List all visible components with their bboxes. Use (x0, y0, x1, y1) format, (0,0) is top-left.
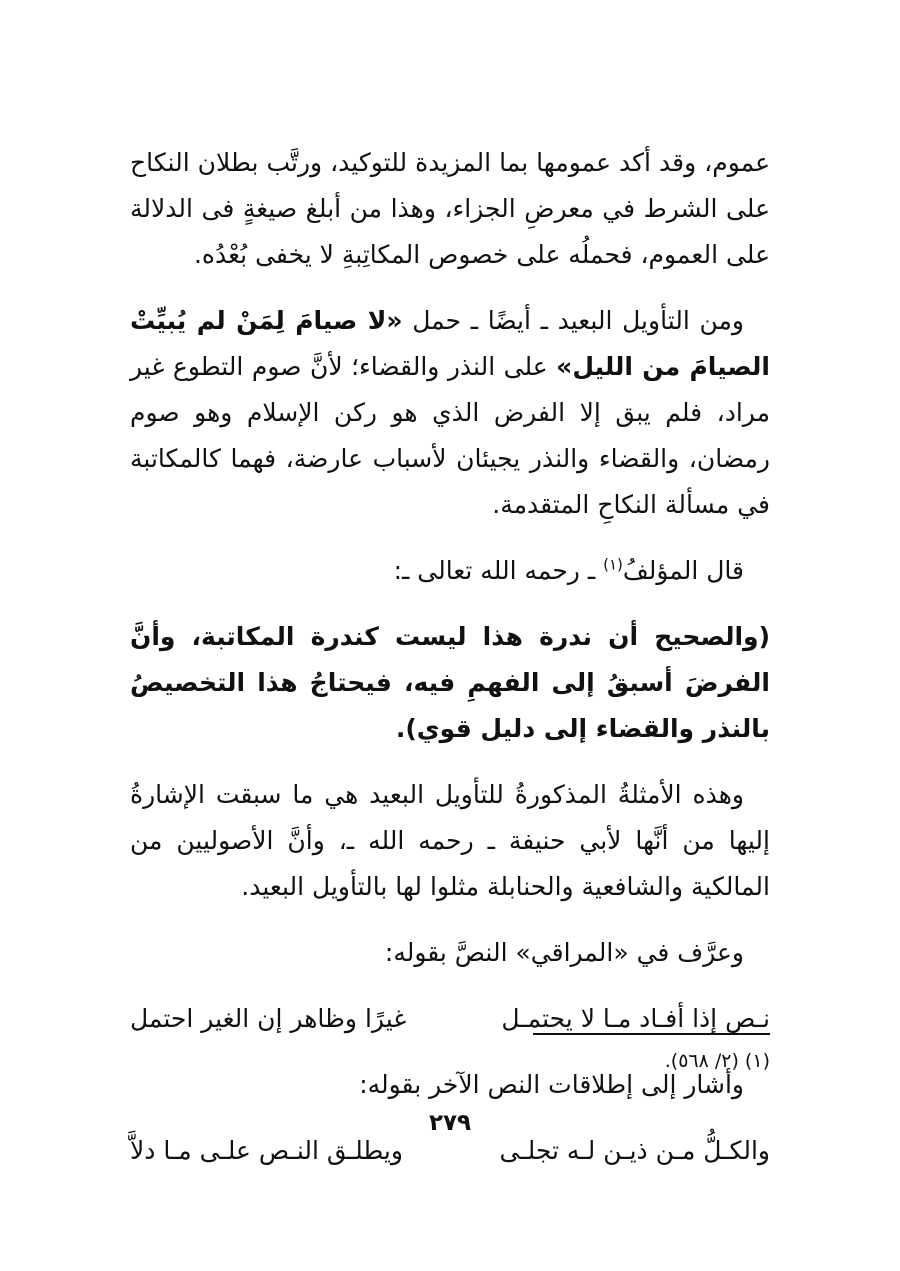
footnote-marker: (١) (603, 555, 623, 574)
page-number: ٢٧٩ (428, 1110, 472, 1136)
author-said: قال المؤلفُ (622, 556, 744, 585)
paragraph-1-text: عموم، وقد أكد عمومها بما المزيدة للتوكيد، ورتَّب بطلان النكاح على الشرط في معرضِ الجزاء، وهذا من أبلغ صيغةٍ فى الدلالة على العموم، فحملُه على خصوص المكاتِبةِ لا يخفى بُعْدُه. (130, 148, 770, 269)
paragraph-2 (130, 298, 770, 528)
author-quote-text: (والصحيح أن ندرة هذا ليست كندرة المكاتبة، وأنَّ الفرضَ أسبقُ إلى الفهمِ فيه، فيحتاجُ هذا التخصيصُ بالنذر والقضاء إلى دليل قوي). (130, 622, 770, 743)
paragraph-2-rest: على النذر والقضاء؛ لأنَّ صوم التطوع غير مراد، فلم يبق إلا الفرض الذي هو ركن الإسلام وهو صوم رمضان، والقضاء والنذر يجيئان لأسباب عارضة، فهما كالمكاتبة في مسألة النكاحِ المتقدمة. (130, 352, 770, 519)
page-body (130, 140, 770, 1194)
footnote-divider (533, 1033, 770, 1035)
footnote-text: (١) (٢/ ٥٦٨). (664, 1050, 770, 1072)
verse-1-second-hemistich: غيرًا وظاهر إن الغير احتمل (130, 1004, 407, 1033)
verse-2-first-hemistich: والكـلُّ مـن ذيـن لـه تجلـى (499, 1136, 770, 1165)
paragraph-5-text: وهذه الأمثلةُ المذكورةُ للتأويل البعيد هي ما سبقت الإشارةُ إليها من أنَّها لأبي حنيفة ـ رحمه الله ـ، وأنَّ الأصوليين من المالكية والشافعية والحنابلة مثلوا لها بالتأويل البعيد. (130, 780, 770, 901)
paragraph-6 (130, 930, 770, 976)
verse-2-second-hemistich: ويطلـق النـص علـى مـا دلاَّ (130, 1136, 403, 1165)
paragraph-7-text: وأشار إلى إطلاقات النص الآخر بقوله: (359, 1070, 744, 1099)
hadith-quote: «لا صيامَ لِمَنْ لم يُبيِّتْ الصيامَ من الليل» (130, 306, 770, 381)
paragraph-6-text: وعرَّف في «المراقي» النصَّ بقوله: (384, 938, 744, 967)
paragraph-3-rest: ـ رحمه الله تعالى ـ: (393, 556, 596, 585)
paragraph-3 (130, 548, 770, 594)
paragraph-5 (130, 772, 770, 910)
author-quote (130, 614, 770, 752)
verse-1 (130, 996, 770, 1042)
verse-1-first-hemistich: نـص إذا أفـاد مـا لا يحتمـل (501, 1004, 770, 1033)
paragraph-2-lead: ومن التأويل البعيد ـ أيضًا ـ حمل (412, 306, 744, 335)
paragraph-1 (130, 140, 770, 278)
